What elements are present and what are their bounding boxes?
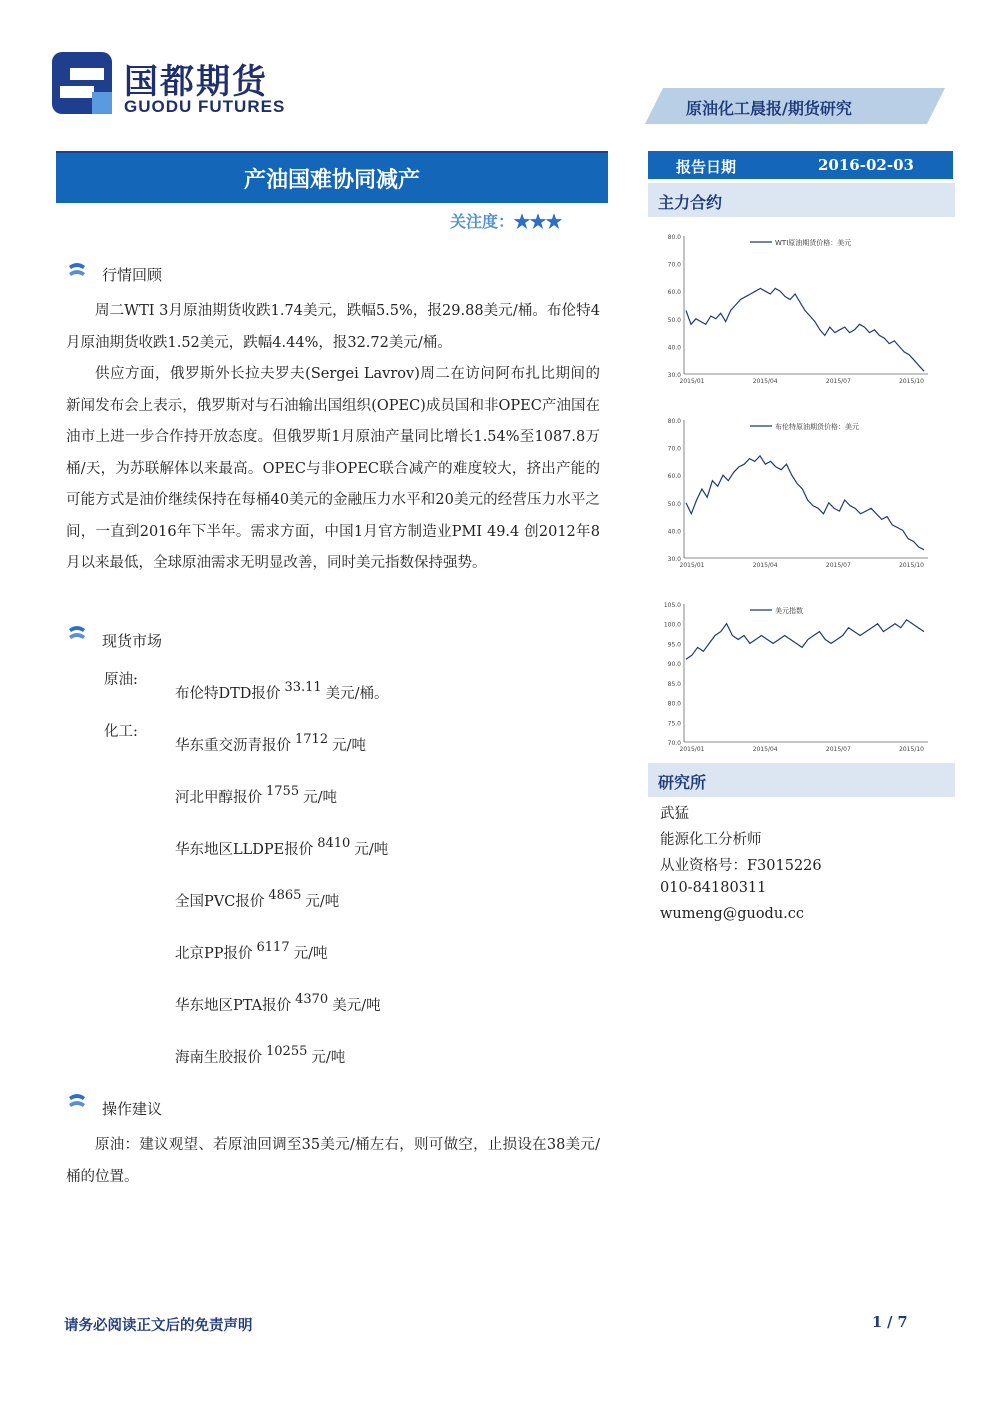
report-title: 产油国难协同减产 [56,153,608,203]
spot-item: 布伦特DTD报价 33.11 美元/桶。 [175,680,389,702]
x-tick-label: 2015/04 [752,746,778,753]
y-tick-label: 80.0 [667,234,681,241]
series-line [686,288,924,371]
section-title-spot: 现货市场 [102,632,163,650]
y-tick-label: 75.0 [667,720,681,728]
report-date-bar [648,151,953,179]
logo-chinese-name: 国都期货 [124,62,268,102]
logo-english-name: GUODU FUTURES [124,97,286,116]
x-tick-label: 2015/07 [825,378,851,385]
review-paragraph-1: 周二WTI 3月原油期货收跌1.74美元，跌幅5.5%，报29.88美元/桶。布伦特4月原油期货收跌1.52美元，跌幅4.44%，报32.72美元/桶。 [66,303,600,351]
spot-item: 华东重交沥青报价 1712 元/吨 [175,732,366,754]
x-tick-label: 2015/07 [825,562,851,569]
spot-item: 华东地区PTA报价 4370 美元/吨 [175,992,381,1014]
y-tick-label: 95.0 [667,641,681,649]
series-line [686,620,924,659]
analyst-phone: 010-84180311 [660,880,767,896]
y-tick-label: 50.0 [667,500,681,508]
section-title-review: 行情回顾 [102,266,163,284]
report-date-label: 报告日期 [676,158,737,176]
review-paragraph-2: 供应方面，俄罗斯外长拉夫罗夫(Sergei Lavrov)周二在访问阿布扎比期间的新闻发布会上表示，俄罗斯对与石油输出国组织(OPEC)成员国和非OPEC产油国在油市上进一步合作持开放态度。但俄罗斯1月原油产量同比增长1.54%至1087.8万桶/天，为苏联解体以来最高。OPEC与非OPEC联合减产的难度较大，挤出产能的可能方式是油价继续保持在每桶40美元的金融压力水平和20美元的经营压力水平之间，一直到2016年下半年。需求方面，中国1月官方制造业PMI 49.4 创2012年8月以来最低，全球原油需求无明显改善，同时美元指数保持强势。 [66,366,600,571]
brent-price-chart [654,410,938,570]
analyst-name: 武猛 [660,806,689,822]
x-tick-label: 2015/01 [679,378,705,385]
y-tick-label: 60.0 [667,289,681,297]
legend-label: 布伦特原油期货价格：美元 [775,423,859,431]
x-tick-label: 2015/07 [825,746,851,753]
spot-item: 海南生胶报价 10255 元/吨 [175,1044,346,1066]
analyst-title: 能源化工分析师 [660,832,762,848]
attention-stars: ★★★ [514,212,563,231]
y-tick-label: 105.0 [663,602,681,609]
series-line [686,456,924,550]
spot-item: 河北甲醇报价 1755 元/吨 [175,784,337,806]
research-section-header: 研究所 [648,763,955,797]
y-tick-label: 70.0 [667,740,681,747]
y-tick-label: 50.0 [667,316,681,324]
advice-paragraph: 原油：建议观望、若原油回调至35美元/桶左右，则可做空，止损设在38美元/桶的位置。 [66,1137,600,1185]
company-logo [52,52,112,114]
legend-label: WTI原油期货价格：美元 [775,239,852,247]
x-tick-label: 2015/10 [899,746,924,753]
y-tick-label: 60.0 [667,473,681,481]
y-tick-label: 90.0 [667,661,681,669]
report-type-label: 原油化工晨报/期货研究 [686,99,852,118]
section-bullet-icon [66,625,88,643]
y-tick-label: 70.0 [667,445,681,453]
section-title-advice: 操作建议 [102,1100,163,1118]
wti-price-chart [654,226,938,386]
y-tick-label: 100.0 [663,621,681,629]
y-tick-label: 40.0 [667,344,681,352]
spot-item: 华东地区LLDPE报价 8410 元/吨 [175,836,389,858]
spot-crude-label: 原油: [104,672,138,688]
y-tick-label: 70.0 [667,261,681,269]
y-tick-label: 40.0 [667,528,681,536]
spot-chem-label: 化工: [104,724,138,740]
analyst-license: 从业资格号：F3015226 [660,858,822,874]
x-tick-label: 2015/10 [899,378,924,385]
attention-rating [450,209,562,232]
spot-item: 北京PP报价 6117 元/吨 [175,940,328,962]
contract-section-header: 主力合约 [648,183,955,217]
analyst-email[interactable]: wumeng@guodu.cc [660,906,805,922]
x-tick-label: 2015/04 [752,562,778,569]
report-date-value: 2016-02-03 [818,156,914,174]
y-tick-label: 30.0 [667,556,681,563]
x-tick-label: 2015/04 [752,378,778,385]
y-tick-label: 80.0 [667,700,681,708]
y-tick-label: 30.0 [667,372,681,379]
legend-label: 美元指数 [775,607,803,615]
attention-label: 关注度： [450,212,515,231]
x-tick-label: 2015/10 [899,562,924,569]
spot-item: 全国PVC报价 4865 元/吨 [175,888,340,910]
page-number: 1 / 7 [872,1314,908,1331]
x-tick-label: 2015/01 [679,746,705,753]
section-bullet-icon [66,1093,88,1111]
x-tick-label: 2015/01 [679,562,705,569]
y-tick-label: 85.0 [667,680,681,688]
section-bullet-icon [66,262,88,280]
disclaimer-notice[interactable]: 请务必阅读正文后的免责声明 [64,1317,253,1334]
dollar-index-chart [654,594,938,754]
y-tick-label: 80.0 [667,418,681,425]
